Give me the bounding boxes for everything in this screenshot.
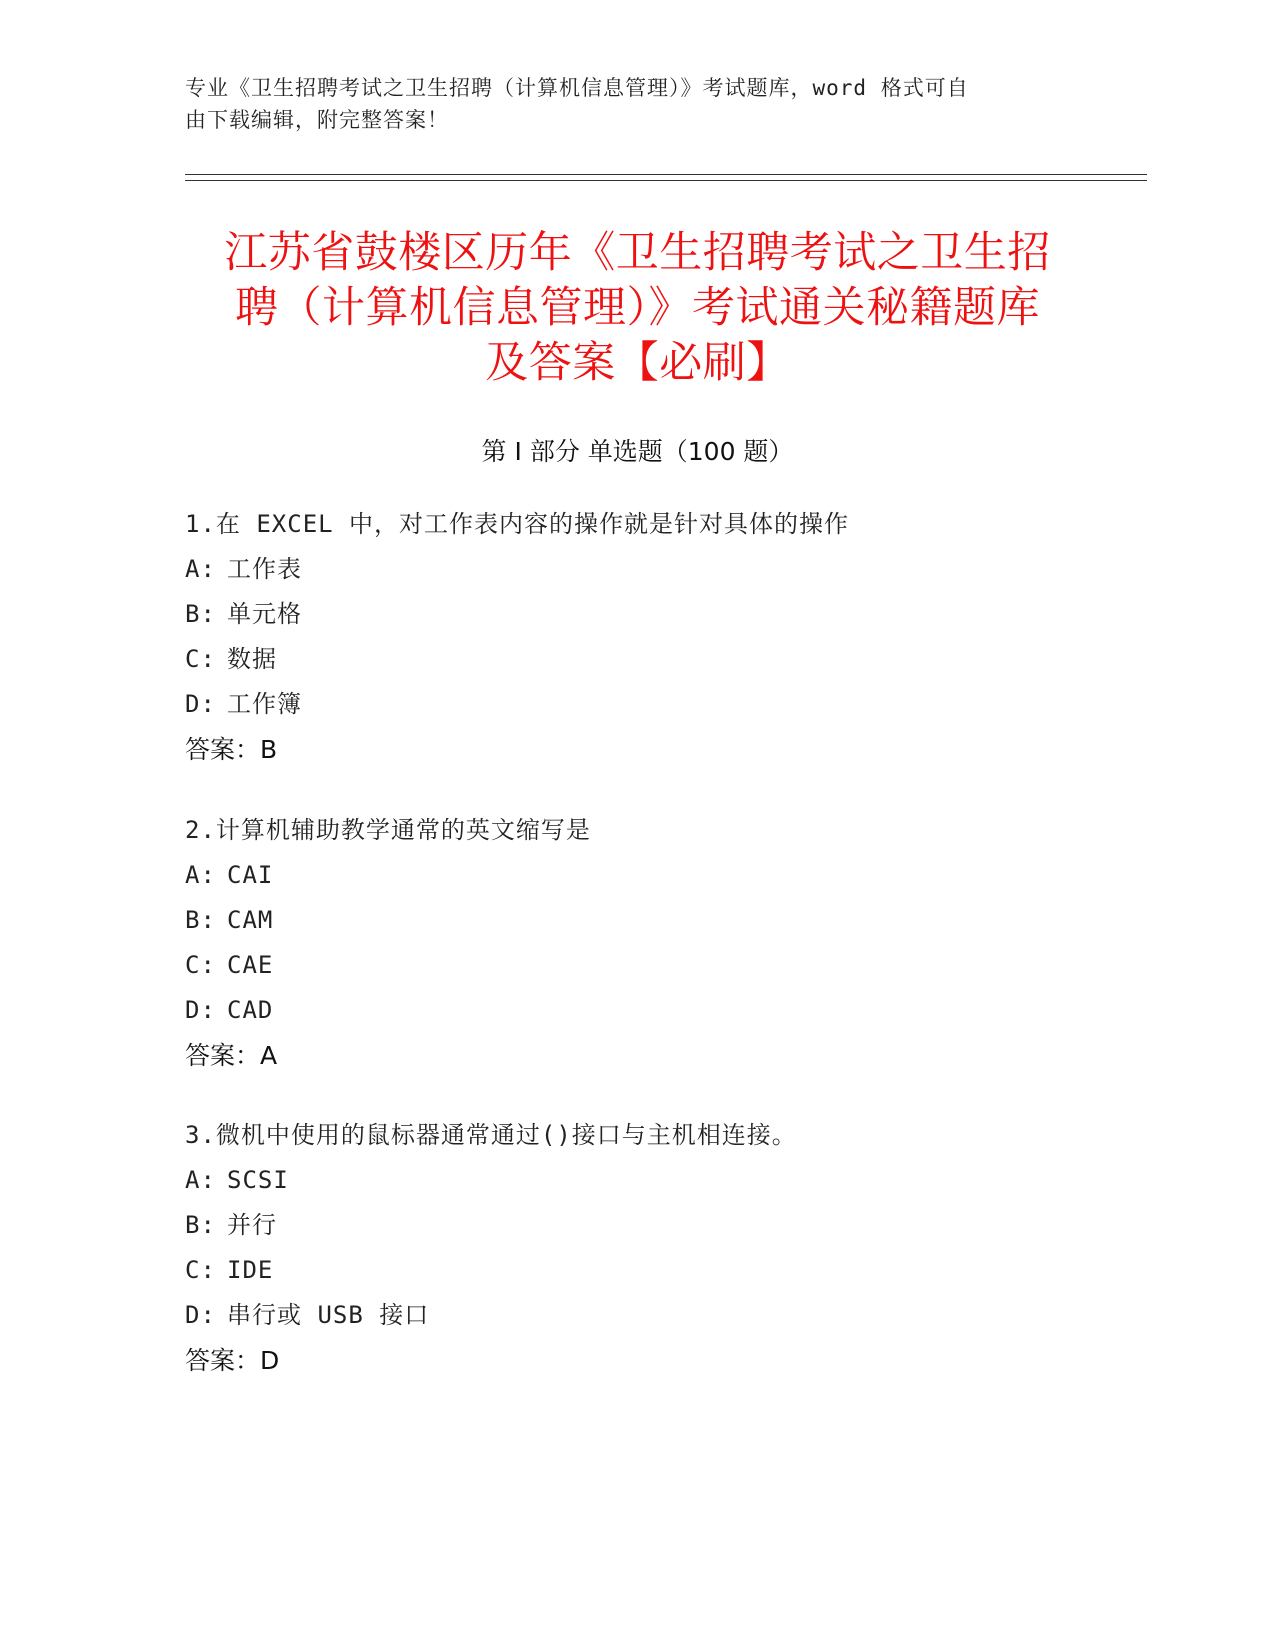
header-divider-bottom xyxy=(185,180,1147,181)
document-title-line-3: 及答案【必刷】 xyxy=(485,338,790,388)
option-text: 工作簿 xyxy=(227,690,302,718)
option-c xyxy=(185,1248,1145,1293)
option-key: C: xyxy=(185,645,216,673)
option-key: A: xyxy=(185,861,216,889)
question-stem: 3.微机中使用的鼠标器通常通过()接口与主机相连接。 xyxy=(185,1121,797,1149)
option-key: C: xyxy=(185,951,216,979)
document-title-line-1: 江苏省鼓楼区历年《卫生招聘考试之卫生招 xyxy=(224,228,1051,278)
question-1 xyxy=(185,502,1145,772)
header-note-line-1: 专业《卫生招聘考试之卫生招聘（计算机信息管理）》考试题库，word 格式可自 xyxy=(185,76,969,100)
question-2 xyxy=(185,808,1145,1078)
option-key: A: xyxy=(185,1166,216,1194)
option-d xyxy=(185,988,1145,1033)
option-b xyxy=(185,898,1145,943)
option-text: 并行 xyxy=(227,1211,277,1239)
option-key: D: xyxy=(185,690,216,718)
question-stem: 2.计算机辅助教学通常的英文缩写是 xyxy=(185,816,591,844)
document-title xyxy=(175,226,1100,391)
header-divider-top xyxy=(185,174,1147,175)
option-d xyxy=(185,682,1145,727)
option-d xyxy=(185,1293,1145,1338)
option-key: B: xyxy=(185,906,216,934)
option-a xyxy=(185,547,1145,592)
option-text: CAI xyxy=(227,861,274,889)
option-text: 串行或 USB 接口 xyxy=(227,1301,430,1329)
question-3 xyxy=(185,1113,1145,1383)
option-b xyxy=(185,1203,1145,1248)
option-key: A: xyxy=(185,555,216,583)
option-key: B: xyxy=(185,600,216,628)
document-title-line-2: 聘（计算机信息管理）》考试通关秘籍题库 xyxy=(235,283,1040,333)
option-a xyxy=(185,853,1145,898)
option-text: CAE xyxy=(227,951,274,979)
answer: 答案：B xyxy=(185,735,278,764)
option-text: 单元格 xyxy=(227,600,302,628)
option-b xyxy=(185,592,1145,637)
option-text: CAM xyxy=(227,906,274,934)
option-text: 数据 xyxy=(227,645,277,673)
option-a xyxy=(185,1158,1145,1203)
option-text: IDE xyxy=(227,1256,274,1284)
option-key: D: xyxy=(185,1301,216,1329)
header-note-line-2: 由下载编辑，附完整答案！ xyxy=(185,108,449,132)
option-c xyxy=(185,637,1145,682)
option-key: B: xyxy=(185,1211,216,1239)
option-c xyxy=(185,943,1145,988)
option-text: SCSI xyxy=(227,1166,289,1194)
section-title: 第 I 部分 单选题（100 题） xyxy=(481,437,794,466)
option-key: C: xyxy=(185,1256,216,1284)
answer: 答案：D xyxy=(185,1346,280,1375)
option-text: CAD xyxy=(227,996,274,1024)
answer: 答案：A xyxy=(185,1041,278,1070)
header-note xyxy=(185,72,1065,136)
option-key: D: xyxy=(185,996,216,1024)
question-stem: 1.在 EXCEL 中，对工作表内容的操作就是针对具体的操作 xyxy=(185,510,850,538)
option-text: 工作表 xyxy=(227,555,302,583)
